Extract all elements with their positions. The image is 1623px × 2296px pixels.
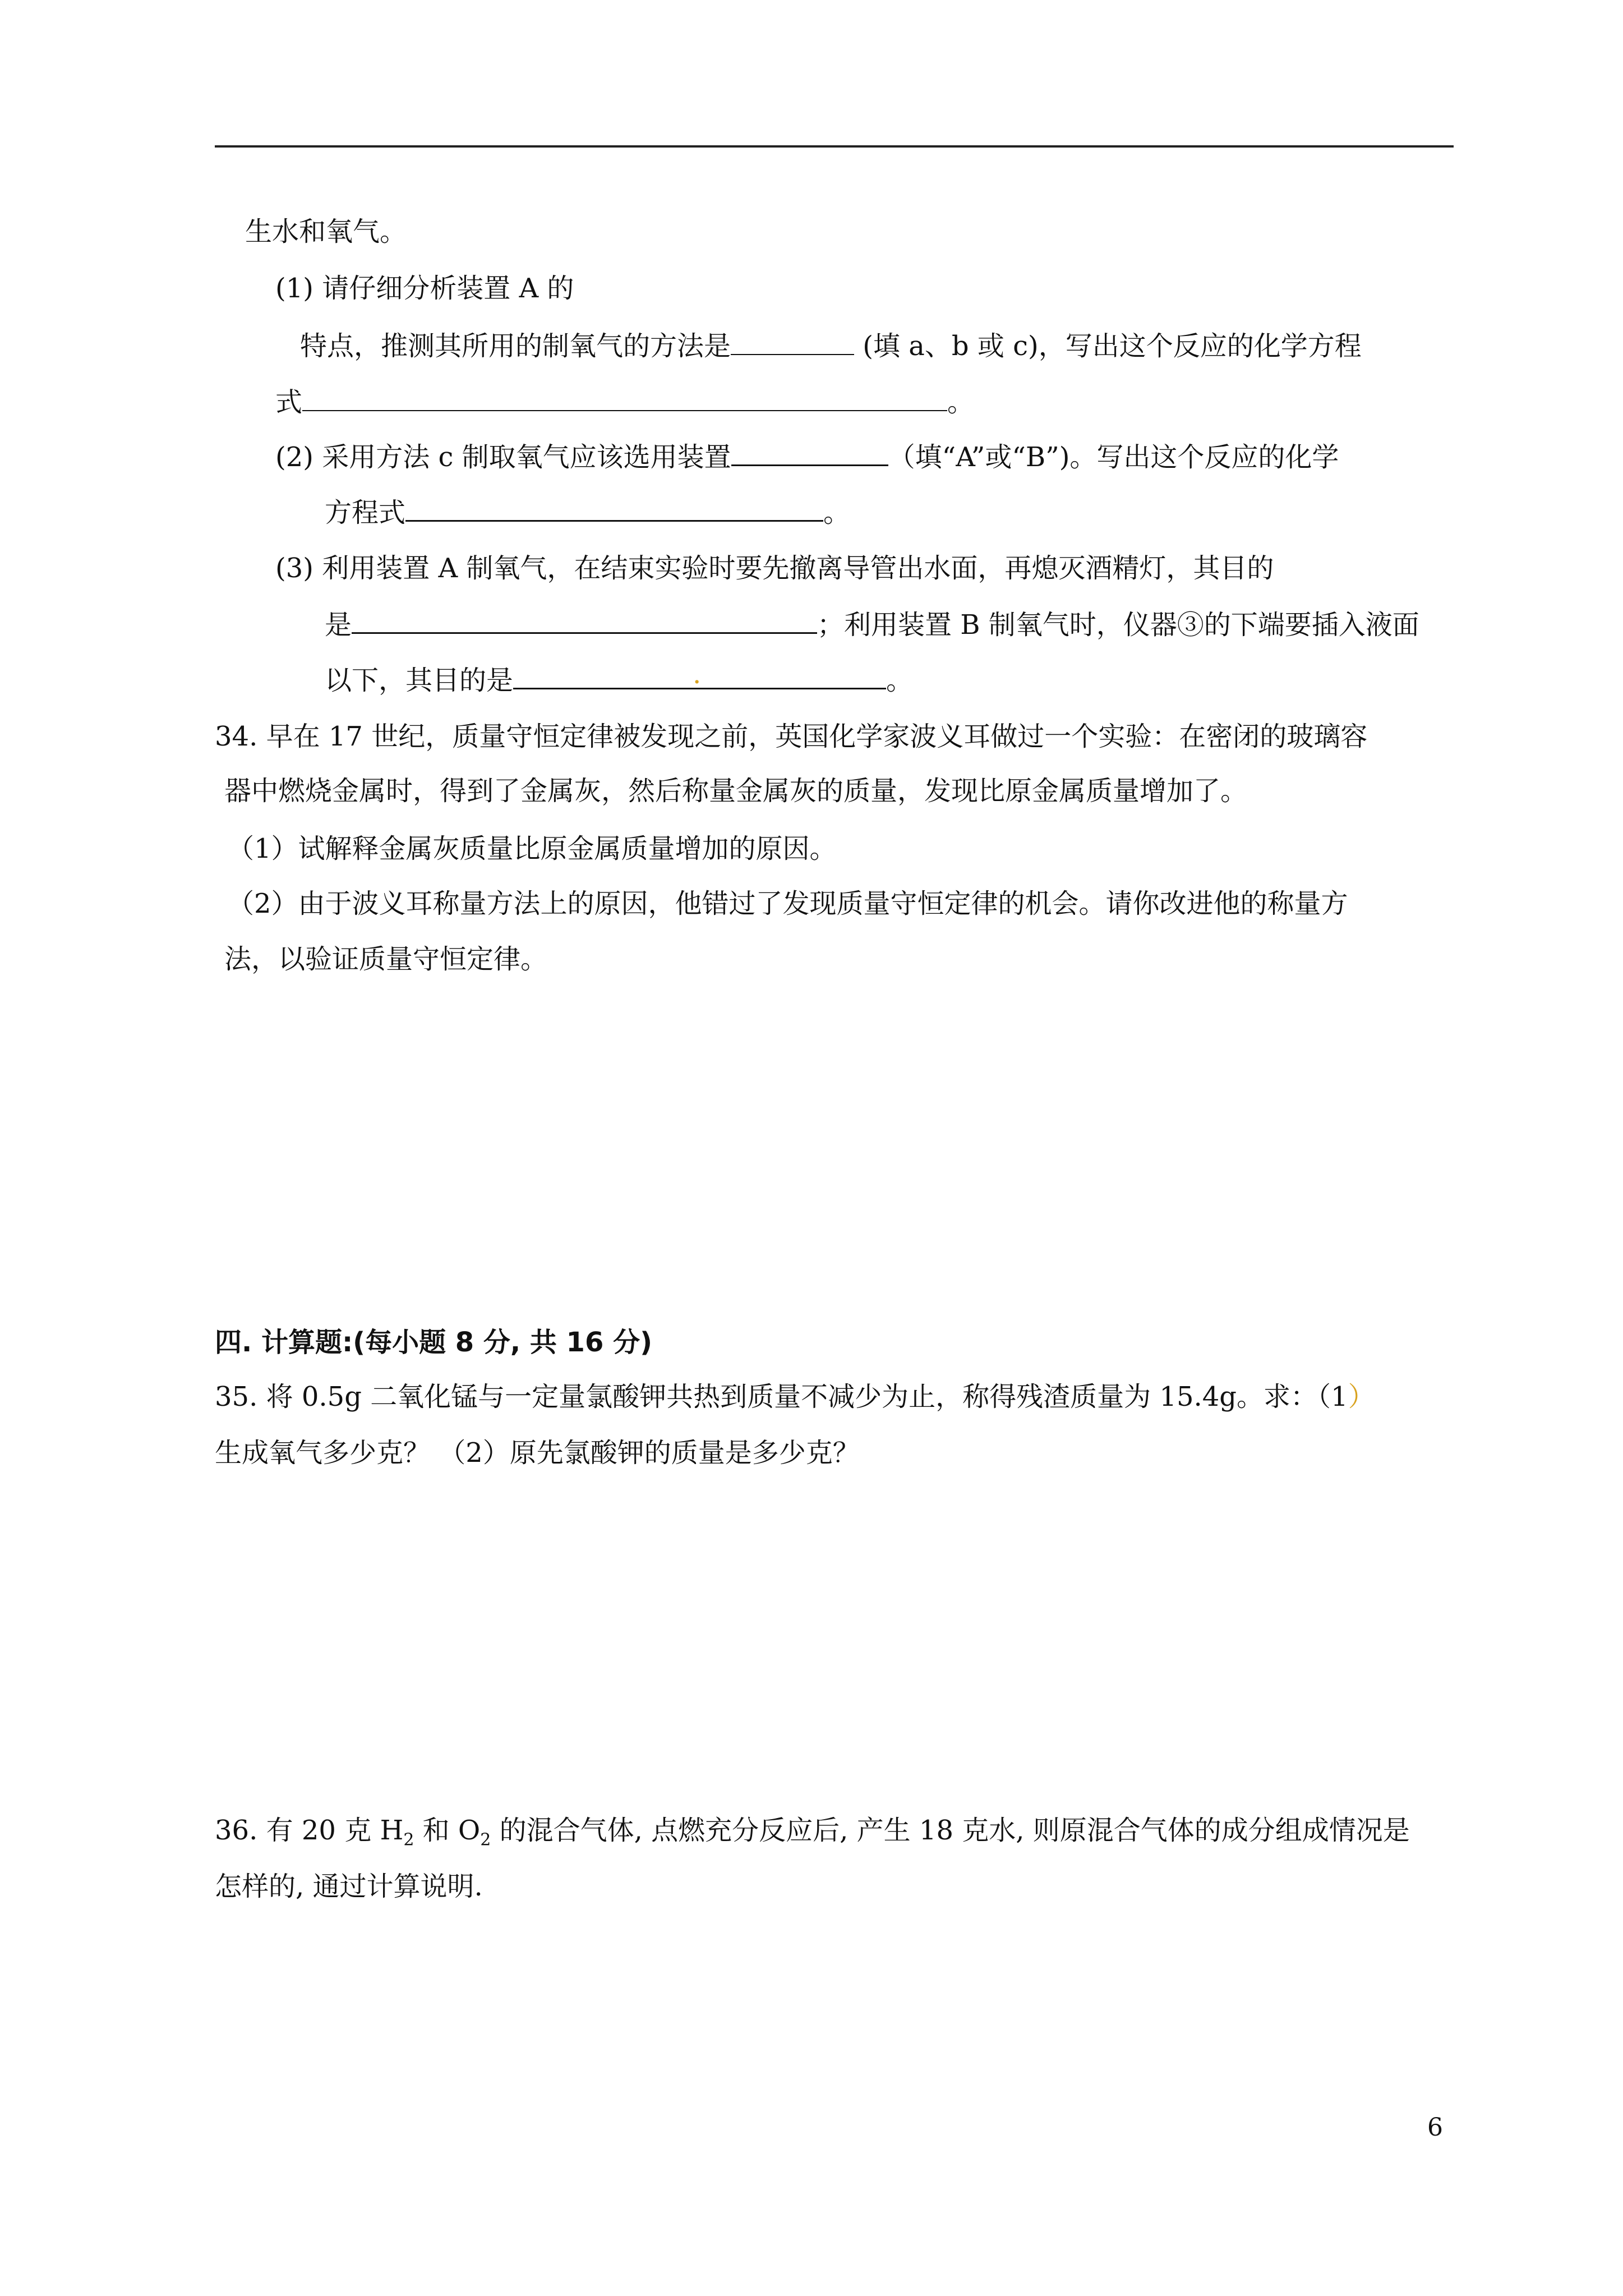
q33-p1-a-text: (1) 请仔细分析装置 A 的 <box>275 273 574 304</box>
q33-part2-line1 <box>275 440 1339 474</box>
q36-line1 <box>215 1814 1410 1850</box>
q33-p2-a2-text: （填“A”或“B”)。写出这个反应的化学 <box>888 441 1339 473</box>
q33-p1-b2-text: (填 a、b 或 c)，写出这个反应的化学方程 <box>854 330 1362 362</box>
q33-cont-text: 生水和氧气。 <box>245 216 407 247</box>
answer-blank-purpose-2[interactable] <box>513 659 886 690</box>
q33-p2-b1-text: 方程式 <box>325 497 406 528</box>
q36-subscript-a: 2 <box>403 1830 414 1850</box>
q33-p1-c2-text: 。 <box>947 386 975 418</box>
q33-p1-b1-text: 特点，推测其所用的制氧气的方法是 <box>300 330 731 362</box>
page-number: 6 <box>1427 2113 1443 2142</box>
q33-p3-b1-text: 是 <box>325 609 352 641</box>
q33-part1-line2 <box>300 329 1362 363</box>
q34-sub1 <box>227 832 837 866</box>
q34-sub2 <box>227 887 1348 921</box>
q36-text-a: 36. 有 20 克 H <box>215 1815 404 1846</box>
q35-line2 <box>215 1436 860 1470</box>
q33-p2-a1-text: (2) 采用方法 c 制取氧气应该选用装置 <box>275 441 731 473</box>
q33-p1-c1-text: 式 <box>275 386 303 418</box>
q33-part1-line3 <box>275 385 974 419</box>
q36-line2 <box>215 1870 483 1903</box>
q35-line1-paren: ） <box>1348 1381 1375 1412</box>
q33-p3-b2-text: ；利用装置 B 制氧气时，仪器③的下端要插入液面 <box>817 609 1419 641</box>
answer-blank-equation-c[interactable] <box>405 519 823 522</box>
q33-p3-a-text: (3) 利用装置 A 制氧气，在结束实验时要先撤离导管出水面，再熄灭酒精灯，其目的 <box>275 553 1274 584</box>
answer-blank-apparatus[interactable] <box>731 463 888 466</box>
q35-line1 <box>215 1380 1375 1414</box>
q33-part3-line2 <box>325 608 1419 642</box>
q34-sub2-text: （2）由于波义耳称量方法上的原因，他错过了发现质量守恒定律的机会。请你改进他的称量方 <box>227 888 1348 919</box>
answer-blank-purpose-1[interactable] <box>352 631 817 634</box>
header-rule <box>215 145 1454 148</box>
q33-part3-line3 <box>325 659 914 697</box>
q33-p3-c2-text: 。 <box>886 665 914 696</box>
q36-text-b: 和 O <box>414 1815 481 1846</box>
q34-line1-text: 34. 早在 17 世纪，质量守恒定律被发现之前，英国化学家波义耳做过一个实验：在密闭的玻璃容 <box>215 721 1368 752</box>
q34-sub2-cont-text: 法，以验证质量守恒定律。 <box>224 944 548 975</box>
q33-part1-line1 <box>275 272 574 305</box>
q36-subscript-b: 2 <box>480 1830 491 1850</box>
answer-blank-method[interactable] <box>731 353 854 355</box>
q33-part3-line1 <box>275 551 1274 585</box>
stray-dot: . <box>693 659 702 690</box>
answer-blank-equation-a[interactable] <box>302 409 947 411</box>
q34-sub2-cont <box>224 942 547 976</box>
section-heading-text: 四. 计算题:(每小题 8 分, 共 16 分) <box>215 1327 653 1358</box>
q36-text-c: 的混合气体, 点燃充分反应后, 产生 18 克水, 则原混合气体的成分组成情况是 <box>491 1815 1410 1846</box>
q35-line1-text: 35. 将 0.5g 二氧化锰与一定量氯酸钾共热到质量不减少为止，称得残渣质量为 15.4g。求：（1 <box>215 1381 1348 1412</box>
q33-part2-line2 <box>325 496 850 530</box>
q36-line2-text: 怎样的, 通过计算说明. <box>215 1871 483 1902</box>
section-heading <box>215 1326 652 1359</box>
q34-sub1-text: （1）试解释金属灰质量比原金属质量增加的原因。 <box>227 833 837 864</box>
q34-line2 <box>224 774 1247 808</box>
q33-p3-c1-text: 以下，其目的是 <box>325 665 514 696</box>
q33-p2-b2-text: 。 <box>823 497 851 528</box>
q34-line1 <box>215 720 1367 753</box>
q35-line2-text: 生成氧气多少克？ （2）原先氯酸钾的质量是多少克？ <box>215 1437 860 1469</box>
q33-continuation <box>245 215 407 249</box>
q34-line2-text: 器中燃烧金属时，得到了金属灰，然后称量金属灰的质量，发现比原金属质量增加了。 <box>224 775 1248 807</box>
